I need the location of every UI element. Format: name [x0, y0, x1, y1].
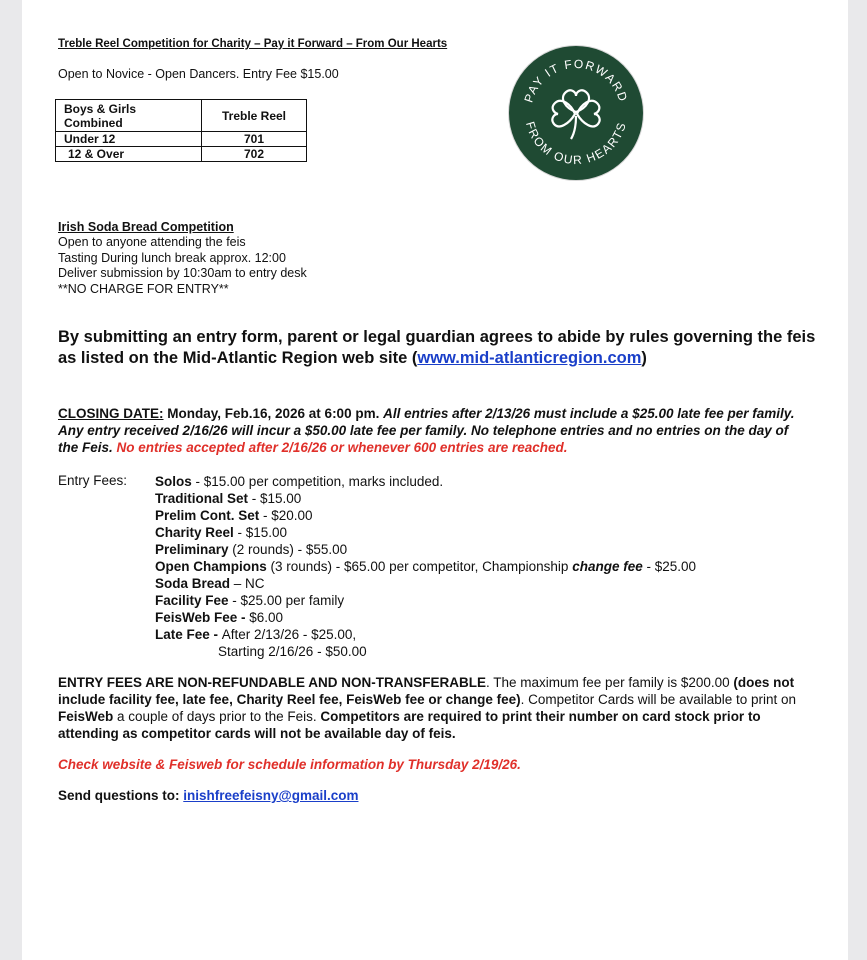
soda-bread-line: Tasting During lunch break approx. 12:00	[58, 250, 286, 265]
fee-name: Preliminary	[155, 542, 229, 557]
treble-title: Treble Reel Competition for Charity – Pay it Forward – From Our Hearts	[58, 38, 448, 50]
region-website-link[interactable]: www.mid-atlanticregion.com	[417, 349, 642, 367]
fee-name: Late Fee -	[155, 627, 222, 642]
policy-text: a couple of days prior to the Feis.	[113, 709, 321, 724]
fee-name: Prelim Cont. Set	[155, 508, 260, 523]
soda-bread-line: Deliver submission by 10:30am to entry desk	[58, 266, 307, 280]
soda-bread-details	[58, 235, 307, 297]
header-line: Combined	[64, 116, 123, 130]
fee-item	[155, 541, 696, 558]
policy-paragraph	[58, 674, 796, 742]
fee-detail: - $25.00	[642, 559, 697, 574]
table-row	[56, 147, 307, 162]
fee-name: Charity Reel	[155, 525, 234, 540]
fee-name: Open Champions	[155, 559, 267, 574]
table-header-row	[56, 100, 307, 132]
logo-bottom-text: FROM OUR HEARTS	[522, 119, 630, 168]
closing-late-fee: All entries after 2/13/26 must include a $25.00 late fee per family.	[383, 406, 795, 421]
fee-item: Starting 2/16/26 - $50.00	[218, 644, 367, 659]
policy-bold: include facility fee, late fee, Charity Reel fee, FeisWeb fee or change fee)	[58, 692, 521, 707]
policy-line	[58, 691, 796, 708]
logo-top-text: PAY IT FORWARD	[521, 56, 631, 105]
fee-detail: After 2/13/26 - $25.00,	[221, 627, 357, 642]
policy-bold: Competitors are required to print their number on card stock prior to	[320, 709, 761, 724]
closing-line: Any entry received 2/16/26 will incur a $50.00 late fee per family. No telephone entries and no entries on the day of	[58, 423, 789, 438]
fee-name: Facility Fee	[155, 593, 229, 608]
table-header-cell: Treble Reel	[202, 100, 307, 132]
policy-bold: ENTRY FEES ARE NON-REFUNDABLE AND NON-TRANSFERABLE	[58, 675, 487, 690]
fee-detail: - $15.00	[248, 491, 302, 506]
contact-line	[58, 788, 358, 803]
soda-bread-title: Irish Soda Bread Competition	[58, 220, 234, 234]
policy-line	[58, 674, 796, 691]
fee-detail: - $15.00 per competition, marks included.	[191, 474, 444, 489]
fee-detail: - $25.00 per family	[228, 593, 345, 608]
policy-bold: FeisWeb	[58, 709, 114, 724]
rules-statement	[58, 327, 815, 369]
fee-detail: (3 rounds) - $65.00 per competitor, Championship	[266, 559, 573, 574]
fee-detail: – NC	[230, 576, 265, 591]
treble-table	[55, 99, 307, 162]
closing-label: CLOSING DATE:	[58, 406, 164, 421]
soda-bread-line: Open to anyone attending the feis	[58, 235, 246, 249]
policy-line	[58, 725, 796, 742]
fee-detail: - $20.00	[259, 508, 313, 523]
fee-change-label: change fee	[572, 559, 643, 574]
table-cell-age: 12 & Over	[56, 147, 202, 162]
closing-text: the Feis.	[58, 440, 117, 455]
shamrock-icon	[552, 90, 599, 139]
logo-svg	[509, 46, 643, 180]
table-cell-number: 701	[202, 132, 307, 147]
closing-date: Monday, Feb.16, 2026 at 6:00 pm.	[163, 406, 384, 421]
document-page	[22, 0, 848, 960]
table-header-cell	[56, 100, 202, 132]
fee-detail: (2 rounds) - $55.00	[228, 542, 348, 557]
header-line: Boys & Girls	[64, 102, 137, 116]
fee-name: Soda Bread	[155, 576, 231, 591]
pay-it-forward-logo	[509, 46, 643, 180]
closing-date-block	[58, 405, 795, 456]
rules-text: )	[641, 349, 647, 367]
fee-item	[155, 592, 696, 609]
entry-fees-list	[155, 473, 696, 660]
policy-text: . The maximum fee per family is $200.00	[486, 675, 734, 690]
fee-detail: $6.00	[249, 610, 284, 625]
policy-bold: (does not	[733, 675, 795, 690]
treble-subtitle: Open to Novice - Open Dancers. Entry Fee $15.00	[58, 67, 339, 81]
fee-item	[155, 558, 696, 575]
fee-item	[155, 609, 696, 626]
fee-name: Solos	[155, 474, 192, 489]
closing-red-text: No entries accepted after 2/16/26 or whenever 600 entries are reached.	[116, 440, 568, 455]
table-cell-age: Under 12	[56, 132, 202, 147]
fee-name: Traditional Set	[155, 491, 249, 506]
fee-item	[155, 524, 696, 541]
entry-fees-label: Entry Fees:	[58, 473, 128, 488]
table-row	[56, 132, 307, 147]
rules-text: as listed on the Mid-Atlantic Region web site (	[58, 349, 418, 367]
contact-label: Send questions to:	[58, 788, 184, 803]
fee-item	[155, 626, 696, 643]
closing-line	[58, 405, 795, 422]
soda-bread-line: **NO CHARGE FOR ENTRY**	[58, 281, 229, 296]
table-cell-number: 702	[202, 147, 307, 162]
policy-bold: attending as competitor cards will not be available day of feis.	[58, 726, 456, 741]
policy-line	[58, 708, 796, 725]
fee-item	[155, 473, 696, 490]
rules-line	[58, 348, 815, 369]
fee-item	[155, 575, 696, 592]
fee-item	[155, 507, 696, 524]
fee-name: FeisWeb Fee -	[155, 610, 250, 625]
closing-line	[58, 439, 795, 456]
fee-item	[155, 490, 696, 507]
schedule-notice: Check website & Feisweb for schedule information by Thursday 2/19/26.	[58, 757, 521, 772]
fee-detail: - $15.00	[233, 525, 288, 540]
contact-email-link[interactable]: inishfreefeisny@gmail.com	[183, 788, 359, 803]
rules-line: By submitting an entry form, parent or legal guardian agrees to abide by rules governing the feis	[58, 328, 816, 346]
policy-text: . Competitor Cards will be available to print on	[520, 692, 797, 707]
